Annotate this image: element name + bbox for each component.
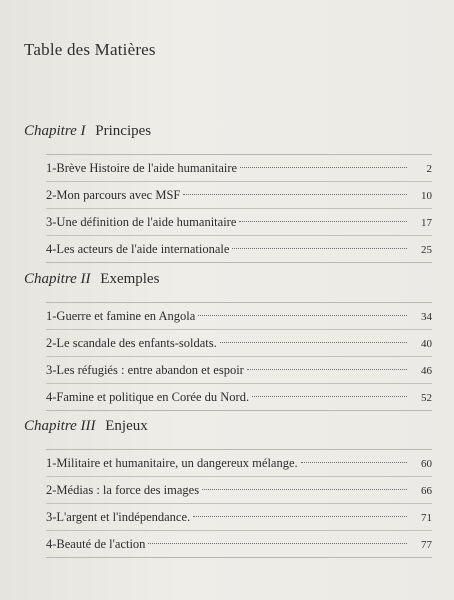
dot-leader — [148, 543, 407, 544]
entry-label: 3-Une définition de l'aide humanitaire — [46, 215, 237, 229]
entry-page-number: 66 — [421, 485, 432, 497]
entry-label: 3-L'argent et l'indépendance. — [46, 510, 191, 524]
entry-page-number: 60 — [421, 458, 432, 470]
chapter-heading — [24, 120, 434, 142]
entry-page-number: 17 — [421, 217, 432, 229]
chapter-name: Principes — [95, 123, 152, 139]
dot-leader — [239, 221, 407, 222]
entry-label: 4-Les acteurs de l'aide internationale — [46, 242, 230, 256]
dot-leader — [301, 462, 407, 463]
toc-entry[interactable] — [46, 450, 432, 477]
chapter-heading — [24, 415, 434, 437]
entry-label: 2-Médias : la force des images — [46, 483, 200, 497]
entry-list — [46, 449, 432, 558]
entry-label: 3-Les réfugiés : entre abandon et espoir — [46, 363, 244, 377]
chapter-name: Enjeux — [105, 418, 148, 434]
entry-label: 1-Militaire et humanitaire, un dangereux mélange. — [46, 456, 298, 470]
dot-leader — [240, 167, 407, 168]
entry-label: 4-Beauté de l'action — [46, 537, 146, 551]
toc-entry[interactable] — [46, 182, 432, 209]
dot-leader — [220, 342, 407, 343]
chapter-number: Chapitre II — [24, 271, 91, 287]
chapter-name: Exemples — [100, 271, 160, 287]
toc-entry[interactable] — [46, 303, 432, 330]
dot-leader — [247, 369, 407, 370]
dot-leader — [232, 248, 407, 249]
chapter-number: Chapitre I — [24, 123, 86, 139]
toc-entry[interactable] — [46, 504, 432, 531]
dot-leader — [183, 194, 407, 195]
chapter-1 — [24, 120, 434, 263]
entry-label: 1-Brève Histoire de l'aide humanitaire — [46, 161, 238, 175]
toc-entry[interactable] — [46, 209, 432, 236]
dot-leader — [202, 489, 407, 490]
entry-page-number: 71 — [421, 512, 432, 524]
toc-entry[interactable] — [46, 477, 432, 504]
chapter-3 — [24, 415, 434, 558]
entry-page-number: 52 — [421, 392, 432, 404]
entry-label: 2-Mon parcours avec MSF — [46, 188, 181, 202]
toc-entry[interactable] — [46, 155, 432, 182]
entry-page-number: 34 — [421, 311, 432, 323]
dot-leader — [252, 396, 407, 397]
toc-entry[interactable] — [46, 236, 432, 262]
entry-page-number: 2 — [426, 163, 432, 175]
toc-entry[interactable] — [46, 384, 432, 410]
dot-leader — [198, 315, 407, 316]
entry-page-number: 46 — [421, 365, 432, 377]
toc-entry[interactable] — [46, 531, 432, 557]
entry-page-number: 40 — [421, 338, 432, 350]
chapter-heading — [24, 268, 434, 290]
toc-entry[interactable] — [46, 330, 432, 357]
page-title: Table des Matières — [24, 40, 156, 59]
toc-entry[interactable] — [46, 357, 432, 384]
entry-page-number: 10 — [421, 190, 432, 202]
entry-label: 4-Famine et politique en Corée du Nord. — [46, 390, 250, 404]
entry-list — [46, 302, 432, 411]
entry-label: 1-Guerre et famine en Angola — [46, 309, 196, 323]
chapter-number: Chapitre III — [24, 418, 96, 434]
entry-page-number: 25 — [421, 244, 432, 256]
dot-leader — [193, 516, 407, 517]
chapter-2 — [24, 268, 434, 411]
entry-label: 2-Le scandale des enfants-soldats. — [46, 336, 217, 350]
entry-list — [46, 154, 432, 263]
entry-page-number: 77 — [421, 539, 432, 551]
